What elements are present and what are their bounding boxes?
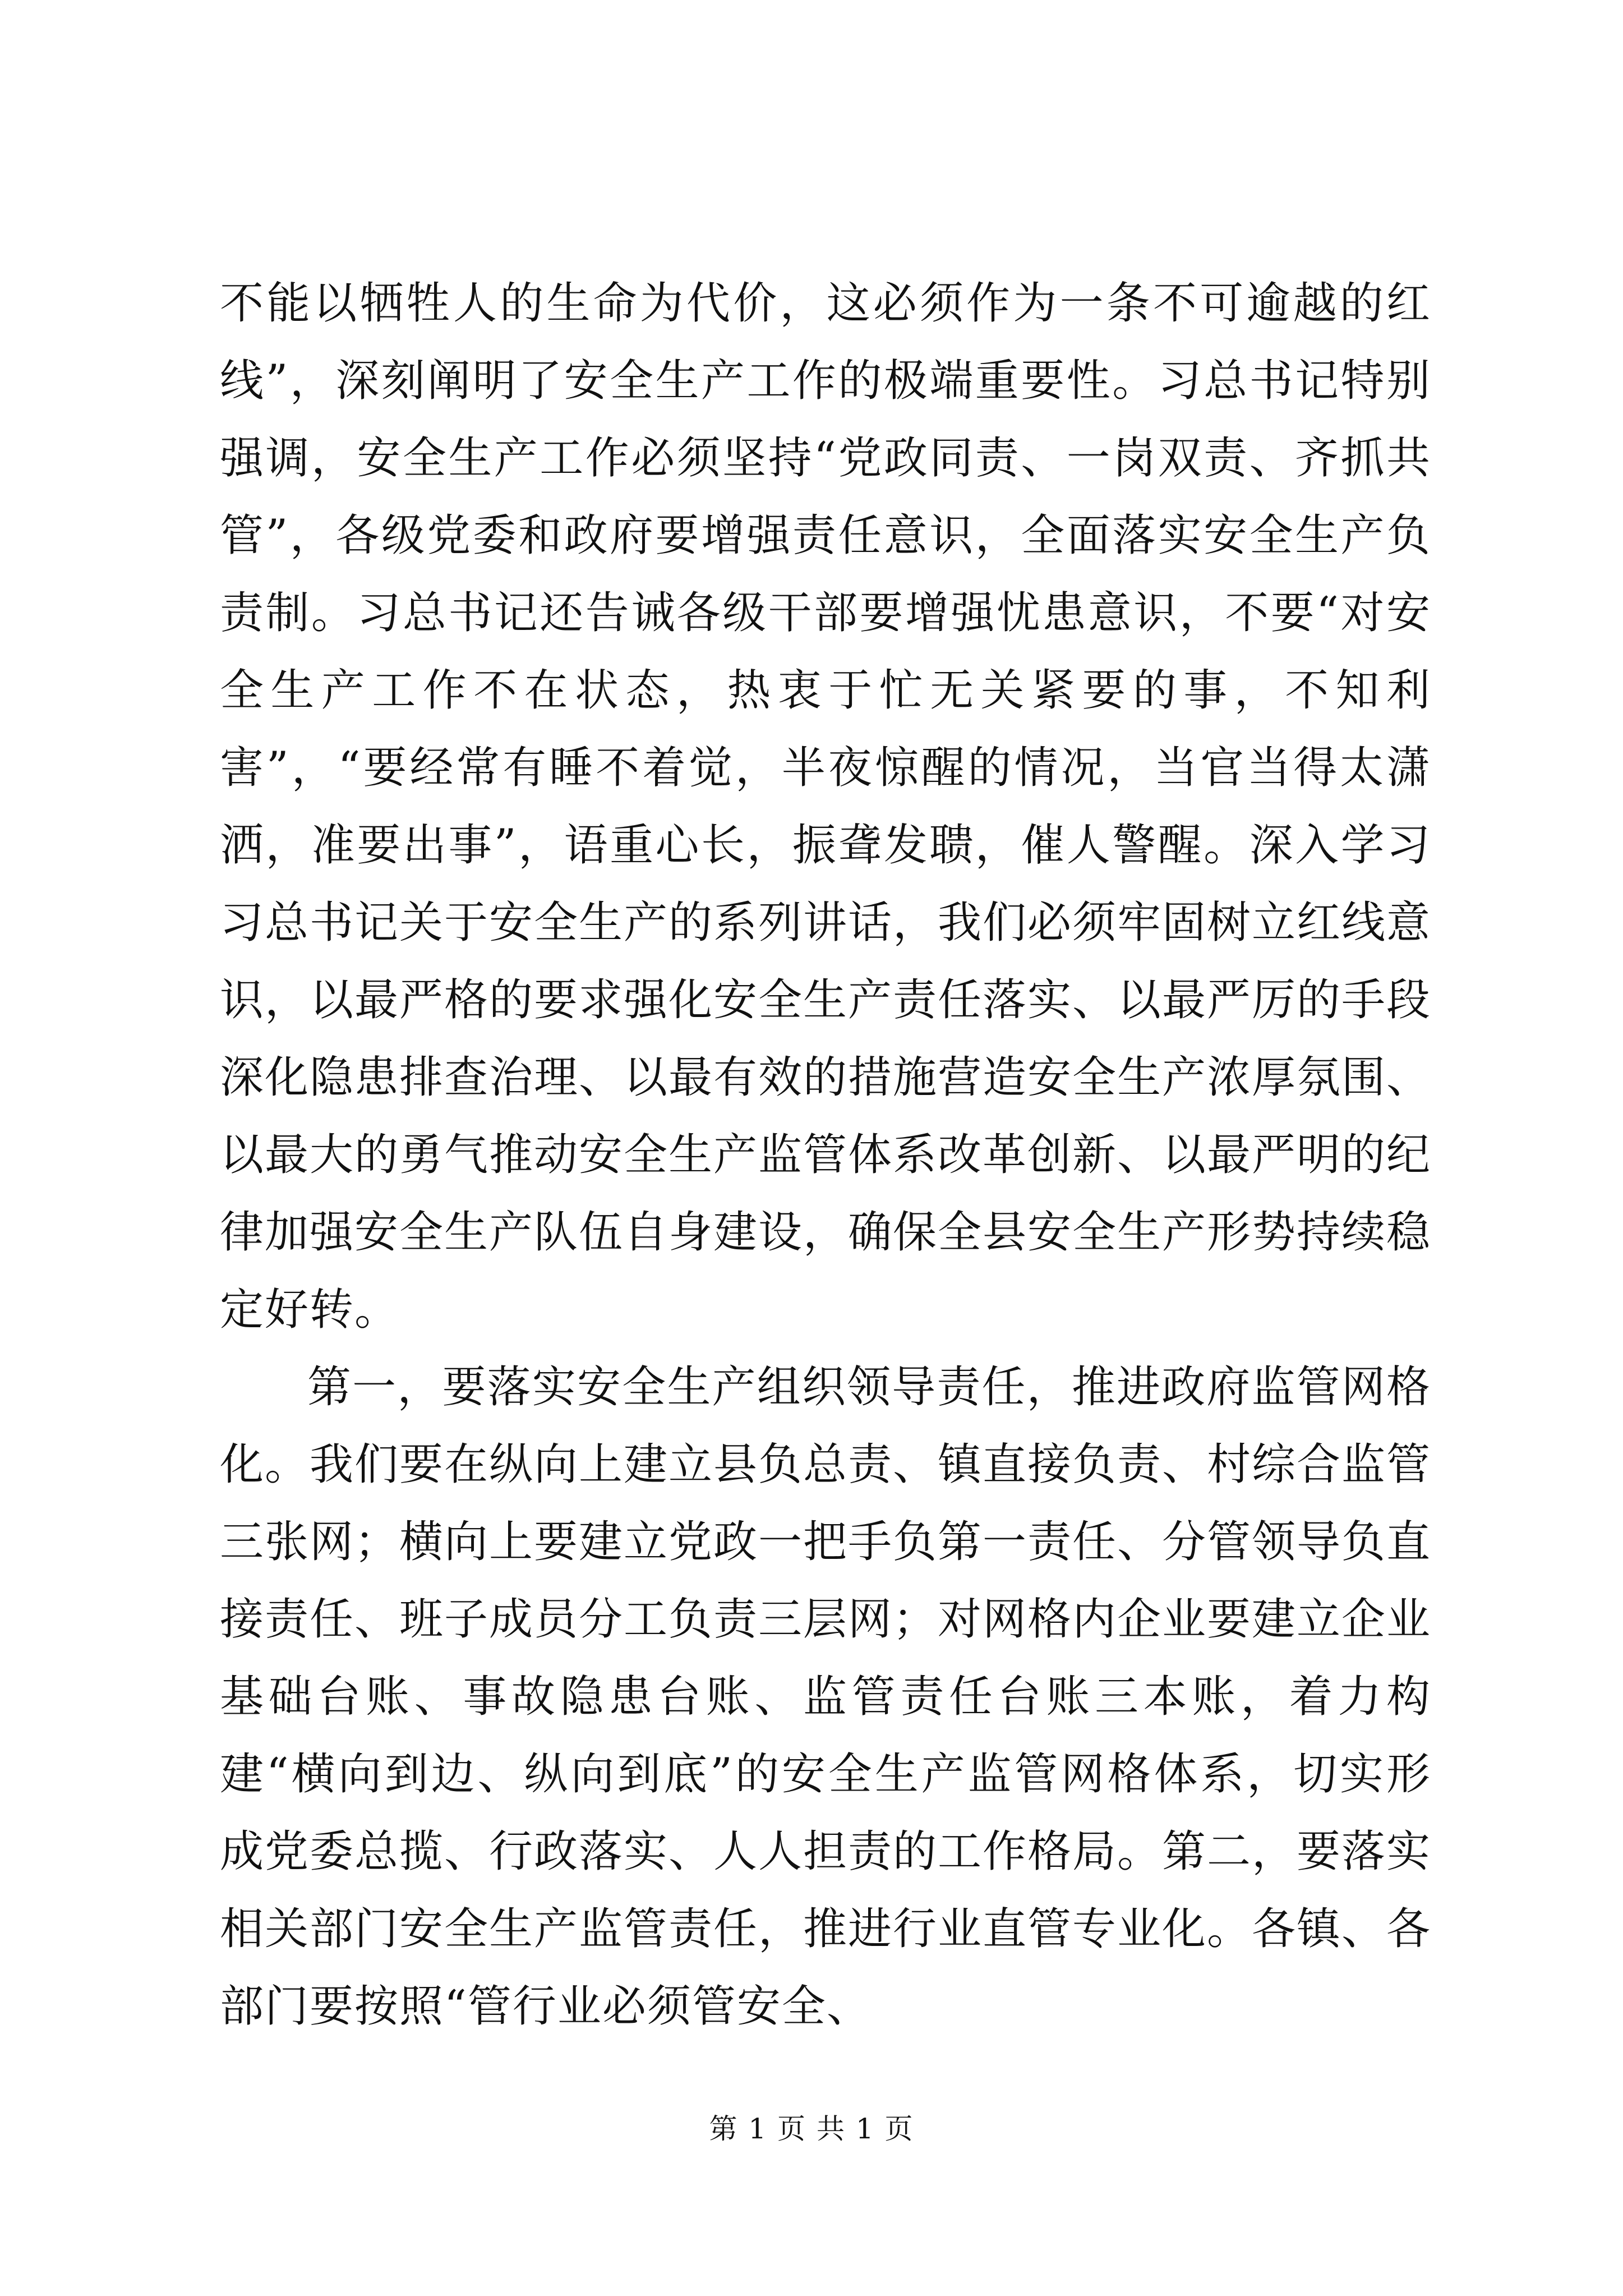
page-footer: 第 1 页 共 1 页	[709, 2113, 914, 2145]
document-body	[220, 265, 1431, 2045]
paragraph-2: 第一，要落实安全生产组织领导责任，推进政府监管网格化。我们要在纵向上建立县负总责、镇直接负责、村综合监管三张网；横向上要建立党政一把手负第一责任、分管领导负直接责任、班子成员分工负责三层网；对网格内企业要建立企业基础台账、事故隐患台账、监管责任台账三本账，着力构建“横向到边、纵向到底”的安全生产监管网格体系，切实形成党委总揽、行政落实、人人担责的工作格局。第二，要落实相关部门安全生产监管责任，推进行业直管专业化。各镇、各部门要按照“管行业必须管安全、	[220, 1362, 1432, 2032]
paragraph-1: 不能以牺牲人的生命为代价，这必须作为一条不可逾越的红线”，深刻阐明了安全生产工作的极端重要性。习总书记特别强调，安全生产工作必须坚持“党政同责、一岗双责、齐抓共管”，各级党委和政府要增强责任意识，全面落实安全生产负责制。习总书记还告诫各级干部要增强忧患意识，不要“对安全生产工作不在状态，热衷于忙无关紧要的事，不知利害”，“要经常有睡不着觉，半夜惊醒的情况，当官当得太潇洒，准要出事”，语重心长，振聋发聩，催人警醒。深入学习习总书记关于安全生产的系列讲话，我们必须牢固树立红线意识，以最严格的要求强化安全生产责任落实、以最严厉的手段深化隐患排查治理、以最有效的措施营造安全生产浓厚氛围、以最大的勇气推动安全生产监管体系改革创新、以最严明的纪律加强安全生产队伍自身建设，确保全县安全生产形势持续稳定好转。	[220, 278, 1432, 1335]
